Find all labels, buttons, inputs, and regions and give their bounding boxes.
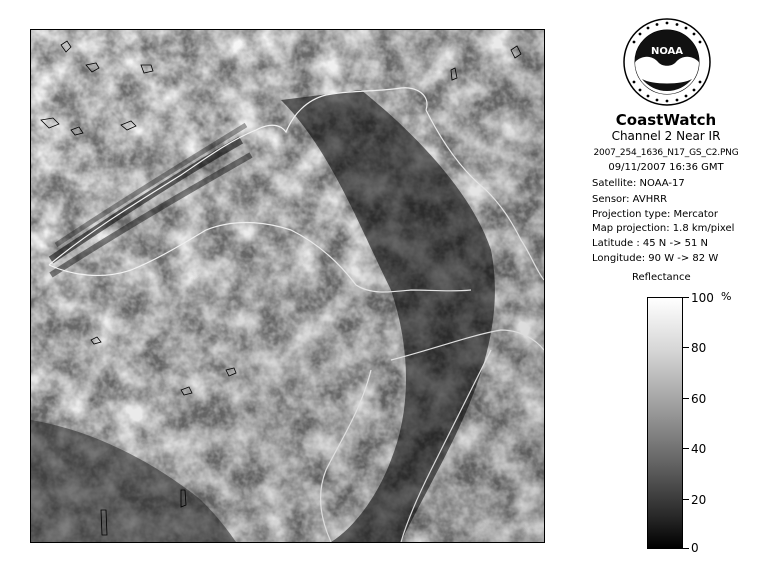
colorbar-tick bbox=[683, 347, 689, 348]
colorbar-tick-label: 0 bbox=[691, 541, 699, 555]
reflectance-colorbar bbox=[647, 297, 683, 549]
meta-value: Mercator bbox=[673, 209, 718, 220]
page-title: CoastWatch bbox=[615, 111, 717, 129]
colorbar-tick-label: 60 bbox=[691, 392, 707, 406]
colorbar-title: Reflectance bbox=[632, 272, 691, 283]
satellite-image bbox=[30, 29, 545, 543]
colorbar-unit: % bbox=[721, 290, 732, 303]
meta-latitude bbox=[592, 237, 708, 251]
meta-value: 45 N -> 51 N bbox=[642, 238, 709, 249]
meta-label: Projection type: bbox=[592, 209, 671, 220]
noaa-logo bbox=[622, 17, 712, 107]
colorbar-tick bbox=[683, 448, 689, 449]
channel-label: Channel 2 Near IR bbox=[611, 129, 721, 143]
colorbar-tick bbox=[683, 548, 689, 549]
meta-label: Latitude : bbox=[592, 238, 640, 249]
meta-map-projection bbox=[592, 222, 734, 236]
logo-text: NOAA bbox=[650, 46, 684, 57]
colorbar-tick bbox=[683, 398, 689, 399]
colorbar-tick-label: 20 bbox=[691, 493, 707, 507]
meta-satellite bbox=[592, 177, 685, 191]
colorbar-tick bbox=[683, 499, 689, 500]
colorbar-tick-label: 40 bbox=[691, 442, 707, 456]
colorbar-tick-label: 100 bbox=[691, 291, 714, 305]
meta-value: 90 W -> 82 W bbox=[648, 253, 719, 264]
meta-value: NOAA-17 bbox=[639, 178, 685, 189]
datetime-label: 09/11/2007 16:36 GMT bbox=[608, 162, 724, 173]
meta-projection-type bbox=[592, 208, 718, 222]
meta-value: 1.8 km/pixel bbox=[672, 223, 735, 234]
colorbar-tick bbox=[683, 297, 689, 298]
meta-label: Longitude: bbox=[592, 253, 646, 264]
meta-sensor bbox=[592, 193, 667, 207]
colorbar-tick-label: 80 bbox=[691, 341, 707, 355]
meta-value: AVHRR bbox=[632, 194, 668, 205]
meta-longitude bbox=[592, 252, 718, 266]
filename-label: 2007_254_1636_N17_GS_C2.PNG bbox=[593, 148, 739, 158]
noaa-logo-svg bbox=[622, 17, 712, 107]
meta-label: Map projection: bbox=[592, 223, 670, 234]
meta-label: Sensor: bbox=[592, 194, 630, 205]
meta-label: Satellite: bbox=[592, 178, 637, 189]
satellite-image-svg bbox=[31, 30, 544, 542]
